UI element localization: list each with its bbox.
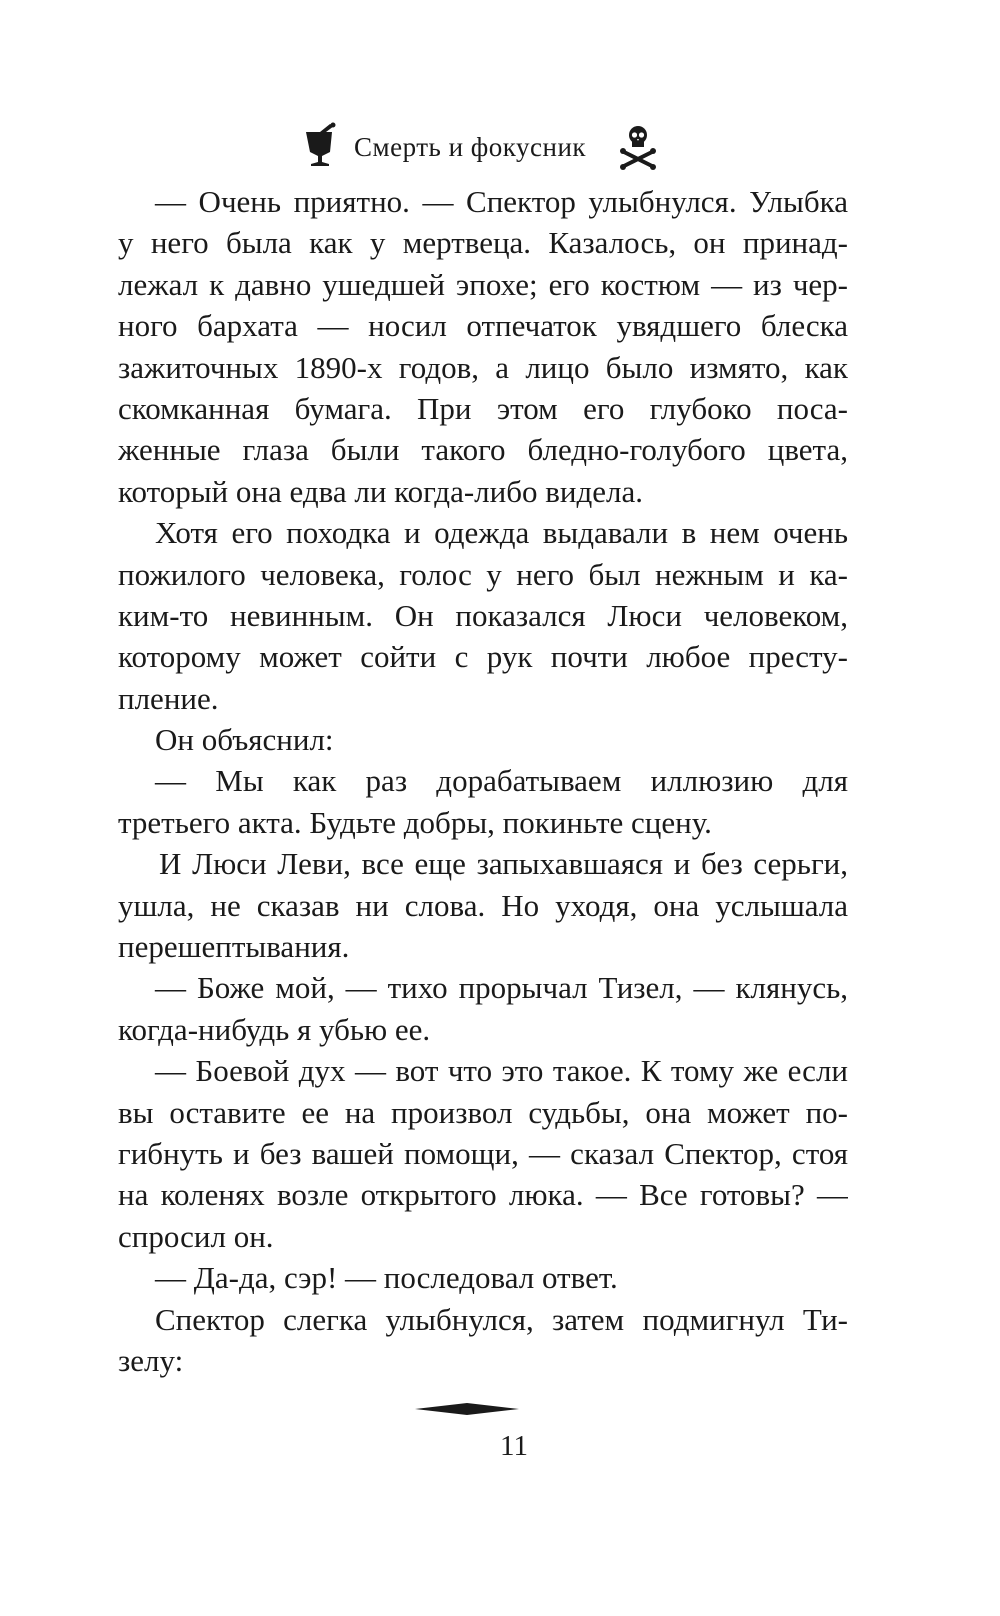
text-line: лежал к давно ушедшей эпохе; его костюм — из чер-	[118, 266, 848, 302]
text-line: — Мы как раз дорабатываем иллюзию для	[155, 763, 848, 799]
text-line: вы оставите ее на произвол судьбы, она может по-	[118, 1094, 848, 1130]
text-line: которому может сойти с рук почти любое престу-	[118, 639, 848, 675]
text-line: ушла, не сказав ни слова. Но уходя, она услышала	[118, 887, 848, 923]
text-line: спросил он.	[118, 1218, 274, 1254]
text-line: третьего акта. Будьте добры, покиньте сцену.	[118, 804, 712, 840]
text-line: — Боже мой, — тихо прорычал Тизел, — клянусь,	[155, 970, 848, 1006]
text-line: скомканная бумага. При этом его глубоко поса-	[118, 390, 848, 426]
text-line: Спектор слегка улыбнулся, затем подмигнул Ти-	[155, 1301, 848, 1337]
text-line: зажиточных 1890-х годов, а лицо было измято, как	[118, 349, 848, 385]
text-line: — Да-да, сэр! — последовал ответ.	[155, 1260, 618, 1296]
text-line: — Очень приятно. — Спектор улыбнулся. Улыбка	[155, 184, 848, 219]
text-line: Он объяснил:	[155, 722, 334, 758]
text-line: когда-нибудь я убью ее.	[118, 1011, 431, 1047]
text-line: перешептывания.	[118, 929, 350, 965]
text-line: ким-то невинным. Он показался Люси человеком,	[118, 597, 848, 633]
text-line: пление.	[118, 680, 219, 716]
skull-crossbones-icon	[618, 122, 658, 170]
text-line: который она едва ли когда-либо видела.	[118, 473, 643, 509]
text-line: Хотя его походка и одежда выдавали в нем очень	[155, 515, 848, 551]
text-line: пожилого человека, голос у него был нежным и ка-	[118, 556, 848, 592]
diamond-rule-ornament	[415, 1403, 519, 1415]
header-title: Смерть и фокусник	[354, 132, 587, 162]
running-header	[0, 118, 1000, 178]
text-line: женные глаза были такого бледно-голубого цвета,	[118, 432, 848, 468]
text-line: И Люси Леви, все еще запыхавшаяся и без серьги,	[159, 846, 848, 882]
text-line: зелу:	[118, 1342, 184, 1378]
page-number: 11	[500, 1430, 528, 1462]
text-line: гибнуть и без вашей помощи, — сказал Спектор, стоя	[118, 1135, 848, 1171]
text-line: на коленях возле открытого люка. — Все готовы? —	[118, 1177, 848, 1213]
text-line: у него была как у мертвеца. Казалось, он принад-	[118, 225, 848, 261]
text-line: ного бархата — носил отпечаток увядшего блеска	[118, 308, 848, 344]
body-text	[118, 181, 848, 1381]
text-line: — Боевой дух — вот что это такое. К тому же если	[155, 1053, 848, 1089]
cup-icon	[302, 122, 338, 168]
